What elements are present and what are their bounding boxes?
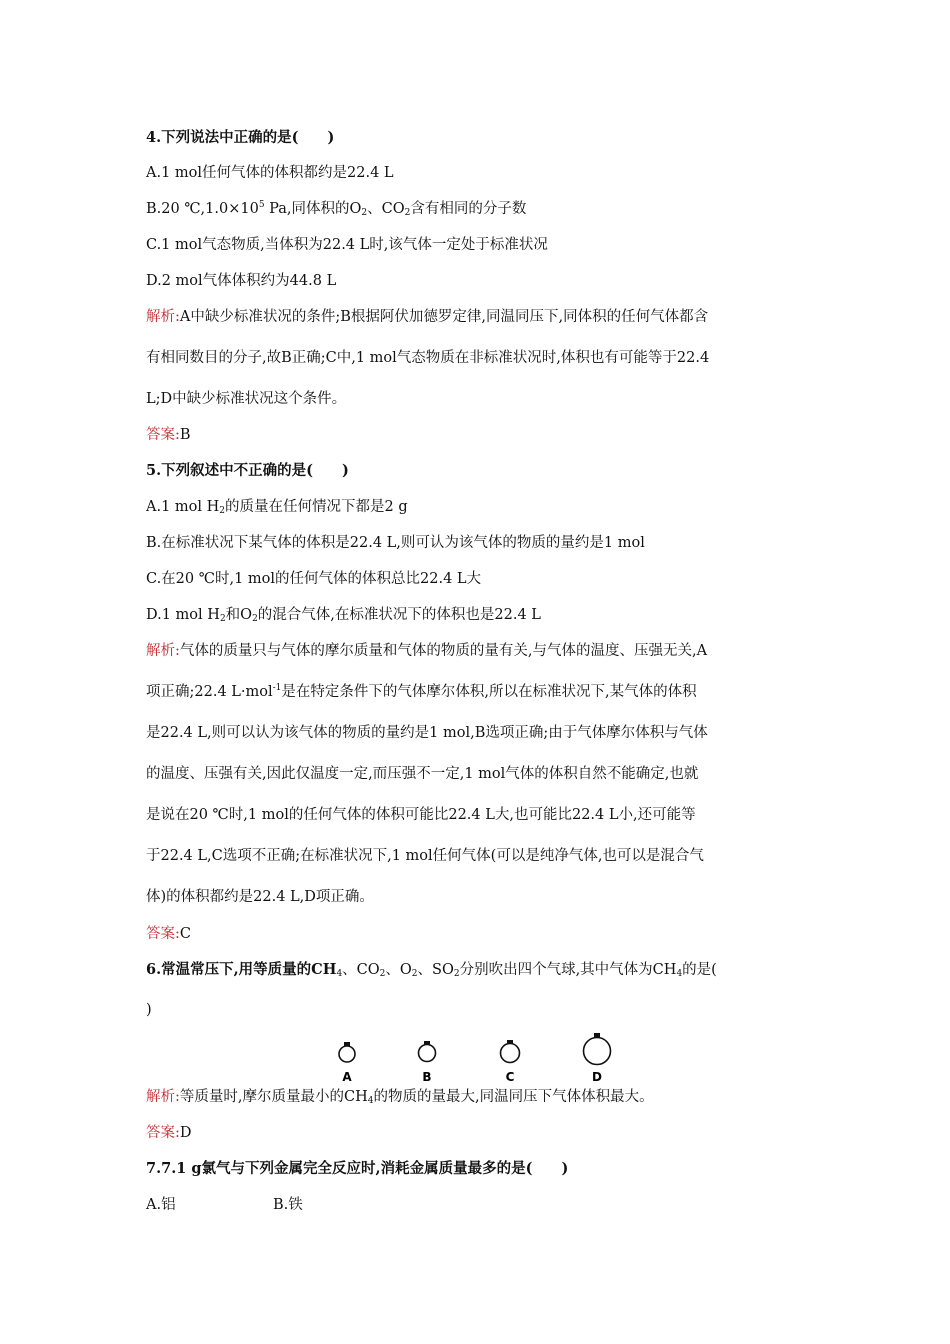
- answer-label: 答案:: [146, 1125, 180, 1141]
- answer-label: 答案:: [146, 427, 180, 443]
- q6-analysis: 解析:等质量时,摩尔质量最小的$CH_4$的物质的量最大,同温同压下气体体积最大。: [146, 1089, 654, 1106]
- balloons-figure: [320, 1030, 640, 1090]
- balloon-label-a: A: [342, 1070, 352, 1084]
- q7-option-a: A.铝: [146, 1197, 176, 1213]
- q5-analysis-line5: 是说在20 ℃时,1 mol的任何气体的体积可能比22.4 L大,也可能比22.4 L小,还可能等: [146, 807, 696, 823]
- balloon-d: [584, 1033, 611, 1084]
- analysis-label: 解析:: [146, 1089, 180, 1105]
- q5-analysis-line2: 项正确;22.4 L·mol$^{-1}$是在特定条件下的气体摩尔体积,所以在标准状况下,某气体的体积: [146, 683, 697, 700]
- q4-option-c: C.1 mol气态物质,当体积为22.4 L时,该气体一定处于标准状况: [146, 237, 548, 253]
- q5-analysis-line3: 是22.4 L,则可以认为该气体的物质的量约是1 mol,B选项正确;由于气体摩尔体积与气体: [146, 725, 708, 741]
- q7-stem: 7.7.1 g氯气与下列金属完全反应时,消耗金属质量最多的是( ): [146, 1160, 569, 1177]
- q5-analysis-line4: 的温度、压强有关,因此仅温度一定,而压强不一定,1 mol气体的体积自然不能确定,也就: [146, 766, 699, 782]
- q4-analysis-line2: 有相同数目的分子,故B正确;C中,1 mol气态物质在非标准状况时,体积也有可能等于22.4: [146, 350, 710, 366]
- q4-stem: 4.下列说法中正确的是( ): [146, 129, 335, 146]
- q5-analysis-line6: 于22.4 L,C选项不正确;在标准状况下,1 mol任何气体(可以是纯净气体,也可以是混合气: [146, 848, 704, 864]
- q4-analysis-line3: L;D中缺少标准状况这个条件。: [146, 391, 347, 407]
- balloon-label-b: B: [422, 1070, 432, 1084]
- q5-analysis-line7: 体)的体积都约是22.4 L,D项正确。: [146, 889, 374, 905]
- q5-option-c: C.在20 ℃时,1 mol的任何气体的体积总比22.4 L大: [146, 571, 482, 587]
- balloon-c: [501, 1040, 520, 1084]
- q4-option-a: A.1 mol任何气体的体积都约是22.4 L: [146, 165, 394, 181]
- q5-stem: 5.下列叙述中不正确的是( ): [146, 462, 349, 479]
- q4-option-d: D.2 mol气体体积约为44.8 L: [146, 273, 337, 289]
- analysis-label: 解析:: [146, 309, 180, 325]
- q4-option-b: B.20 $℃,1.0\times 10^5$ Pa,同体积的$O_2$、$CO_2$含有相同的分子数: [146, 200, 527, 218]
- q5-option-a: A.1 mol $H_2$的质量在任何情况下都是2 g: [146, 499, 408, 516]
- q4-answer: 答案:B: [146, 427, 191, 443]
- answer-label: 答案:: [146, 926, 180, 942]
- q6-stem: 6.常温常压下,用等质量的$CH_4$、$CO_2$、$O_2$、$SO_2$分别吹出四个气球,其中气体为$CH_4$的是(: [146, 961, 717, 979]
- q5-analysis: 解析:气体的质量只与气体的摩尔质量和气体的物质的量有关,与气体的温度、压强无关,A: [146, 643, 708, 659]
- q5-option-b: B.在标准状况下某气体的体积是22.4 L,则可认为该气体的物质的量约是1 mol: [146, 535, 645, 551]
- balloon-b: [419, 1041, 436, 1084]
- balloon-label-d: D: [592, 1070, 602, 1084]
- q7-options: [146, 1195, 826, 1215]
- q5-answer: 答案:C: [146, 926, 191, 942]
- balloon-a: [339, 1042, 355, 1084]
- q6-answer: 答案:D: [146, 1125, 192, 1141]
- balloon-label-c: C: [505, 1070, 515, 1084]
- q7-option-b: B.铁: [273, 1197, 303, 1213]
- analysis-label: 解析:: [146, 643, 180, 659]
- q6-stem-line2: ): [146, 1002, 152, 1018]
- q4-analysis: 解析:A中缺少标准状况的条件;B根据阿伏加德罗定律,同温同压下,同体积的任何气体都含: [146, 309, 709, 325]
- q5-option-d: D.1 mol $H_2$和$O_2$的混合气体,在标准状况下的体积也是22.4 L: [146, 607, 541, 624]
